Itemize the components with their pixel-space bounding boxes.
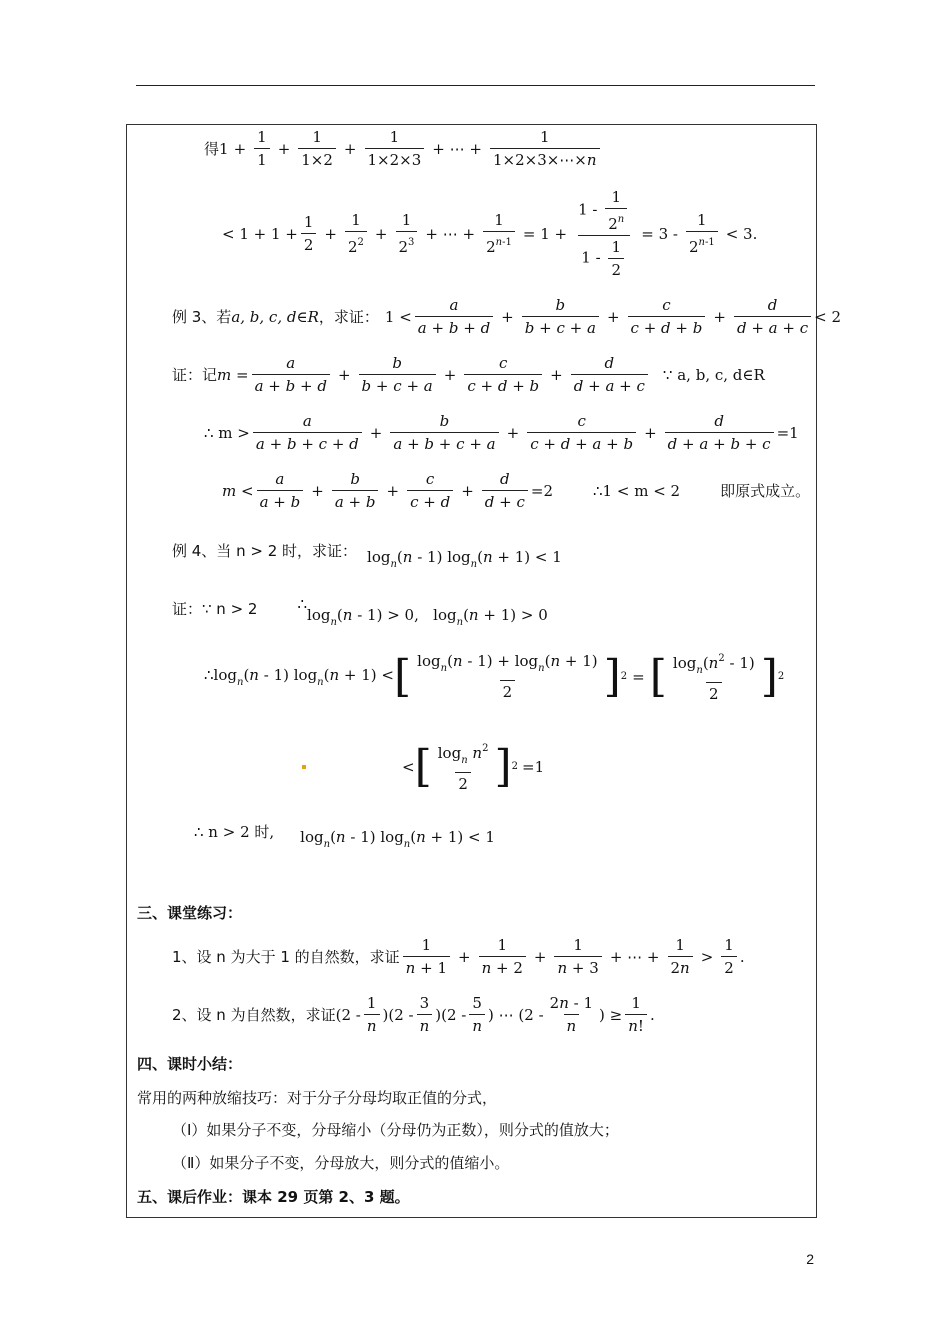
proof4-conclusion: ∴ n > 2 时, $\log_n(n - 1) \log_n(n + 1) < 1$ [194, 822, 495, 850]
proof3-upper: m < $\frac{a}{a + b}$ + $\frac{b}{a + b}$ + $\frac{c}{c + d}$ + $\frac{d}{d + c}$ =2 ∴1 < m < 2 即原式成立。 [222, 470, 811, 511]
practice-1: 1、设 n 为大于 1 的自然数，求证 $\frac{1}{n + 1}$ + $\frac{1}{n + 2}$ + $\frac{1}{n + 3}$ + ⋯ + $\frac{1}{2n}$ > $\frac{1}{2}$ . [172, 936, 745, 977]
page-number: 2 [806, 1251, 814, 1267]
header-rule [136, 85, 815, 86]
section-summary: 四、课时小结： [137, 1055, 243, 1073]
prefix-de: 得 [204, 140, 220, 158]
summary-text: 常用的两种放缩技巧：对于分子分母均取正值的分式， [137, 1089, 498, 1107]
proof3-lower: ∴ m > $\frac{a}{a + b + c + d}$ + $\frac{b}{a + b + c + a}$ + $\frac{c}{c + d + a + b}$ + $\frac{d}{d + a + b + c}$ =1 [204, 412, 799, 453]
proof4-bound: < [ $\frac{\log_n n^2}{2}$ ] 2 =1 [300, 740, 544, 793]
practice-2: 2、设 n 为自然数，求证 (2 - $\frac{1}{n}$ )(2 - $\frac{3}{n}$ )(2 - $\frac{5}{n}$ ) ⋯ (2 - $\frac{2n - 1}{n}$ ) ≥ $\frac{1}{n!}$ . [172, 994, 655, 1035]
bound-line: < 1 + 1 + $\frac{1}{2}$ + $\frac{1}{2^2}$ + $\frac{1}{2^3}$ + ⋯ + $\frac{1}{2^{n-1}}$ = 1 + 1 - $\frac{1}{2^n}$ 1 - $\frac{1}{2}$ = 3 - $\frac{1}{2^{n-1}}$ < 3. [222, 188, 758, 279]
summary-item-2: （Ⅱ）如果分子不变，分母放大，则分式的值缩小。 [172, 1154, 510, 1172]
section-homework: 五、课后作业：课本 29 页第 2、3 题。 [137, 1188, 410, 1206]
proof4-amgm: $\therefore\log_n(n - 1) \log_n(n + 1)$ < [ $\frac{\log_n(n - 1) + \log_n(n + 1)}{2}$ ] 2 = [ $\frac{\log_n(n^2 - 1)}{2}$ ] 2 [204, 650, 785, 703]
example3-statement: 例 3、若 a, b, c, d∈R ，求证： 1 < $\frac{a}{a + b + d}$ + $\frac{b}{b + c + a}$ + $\frac{c}{c + d + b}$ + $\frac{d}{d + a + c}$ < 2 [172, 296, 842, 337]
section-practice: 三、课堂练习： [137, 904, 243, 922]
series-sum-line: 得 1 + $\frac{1}{1}$ + $\frac{1}{1\times 2}$ + $\frac{1}{1\times 2\times 3}$ + ⋯ + $\frac{1}{1\times 2\times 3\times\cdots\times n}$ [204, 128, 603, 169]
proof4-given: 证：∵ n > 2 ∴ $\log_n(n - 1) > 0$, $\log_n(n + 1) > 0$ [172, 595, 548, 628]
lt3: < 3. [725, 224, 758, 243]
proof3-define-m: 证：记 m = $\frac{a}{a + b + d}$ + $\frac{b}{b + c + a}$ + $\frac{c}{c + d + b}$ + $\frac{d}{d + a + c}$ ∵ a, b, c, d∈R [172, 354, 765, 395]
example4-statement: 例 4、当 n > 2 时，求证： $\log_n(n - 1) \log_n(n + 1) < 1$ [172, 541, 562, 570]
summary-item-1: （Ⅰ）如果分子不变，分母缩小（分母仍为正数），则分式的值放大； [172, 1121, 619, 1139]
